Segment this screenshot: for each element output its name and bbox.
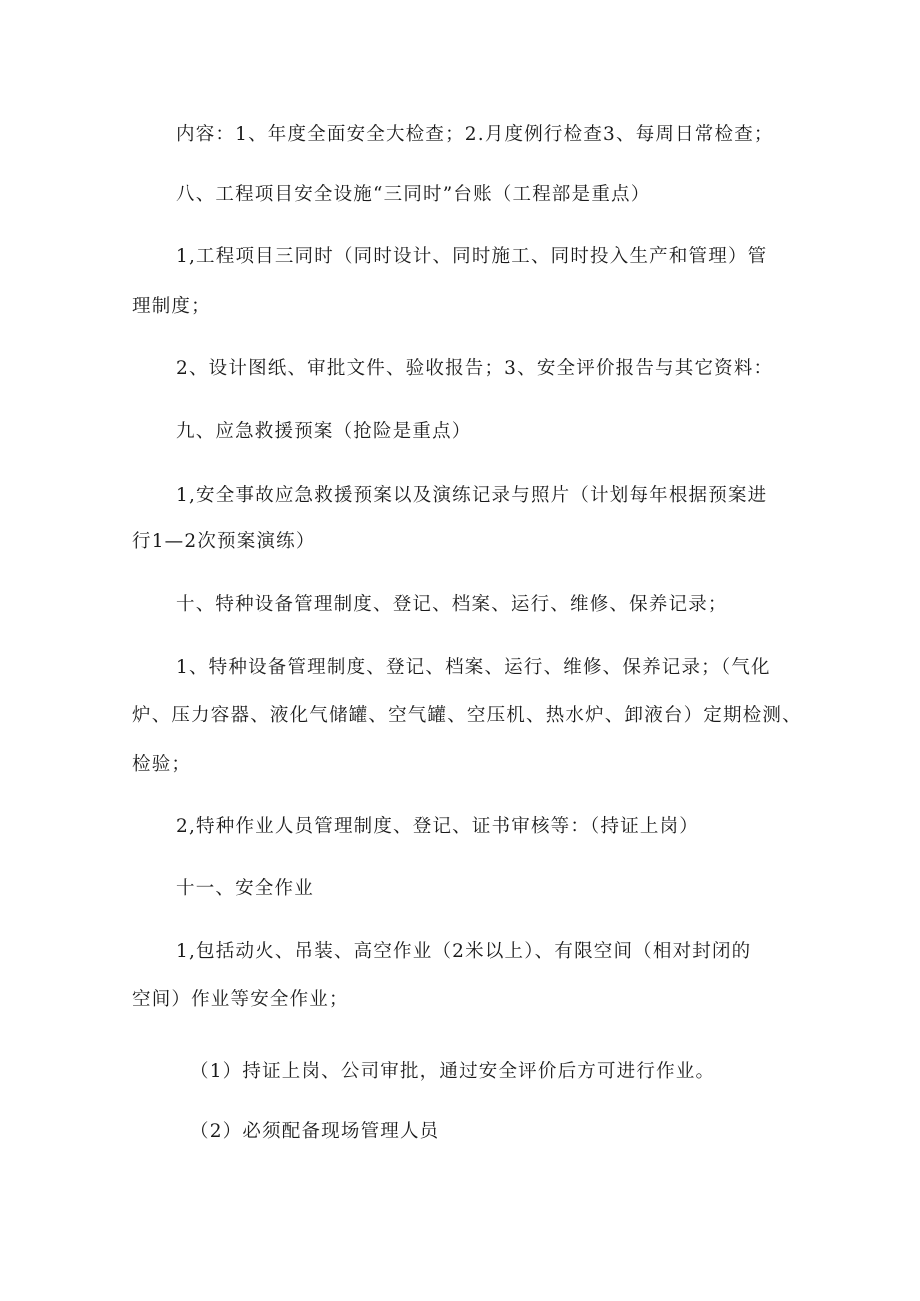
text-line-emergency-plan-cont: 行1—2次预案演练） bbox=[132, 531, 316, 552]
text-line-item-one: （1）持证上岗、公司审批，通过安全评价后方可进行作业。 bbox=[190, 1061, 716, 1082]
text-line-special-equipment: 1、特种设备管理制度、登记、档案、运行、维修、保养记录；（气化 bbox=[176, 657, 771, 678]
text-line-special-equipment-cont: 炉、压力容器、液化气储罐、空气罐、空压机、热水炉、卸液台）定期检测、 bbox=[132, 705, 802, 726]
text-line-safety-operations-cont: 空间）作业等安全作业； bbox=[132, 989, 349, 1010]
heading-section-nine: 九、应急救援预案（抢险是重点） bbox=[176, 421, 472, 442]
text-line-emergency-plan: 1,安全事故应急救援预案以及演练记录与照片（计划每年根据预案进 bbox=[176, 485, 768, 506]
text-line-inspection-content: 内容：1、年度全面安全大检查；2.月度例行检查3、每周日常检查； bbox=[176, 124, 774, 145]
text-line-design-drawings: 2、设计图纸、审批文件、验收报告；3、安全评价报告与其它资料： bbox=[176, 358, 774, 379]
text-line-three-simultaneous-cont: 理制度； bbox=[132, 296, 211, 317]
text-line-special-equipment-cont2: 检验； bbox=[132, 754, 192, 775]
text-line-safety-operations: 1,包括动火、吊装、高空作业（2米以上）、有限空间（相对封闭的 bbox=[176, 941, 752, 962]
text-line-item-two: （2）必须配备现场管理人员 bbox=[190, 1121, 440, 1142]
text-line-special-operators: 2,特种作业人员管理制度、登记、证书审核等：（持证上岗） bbox=[176, 816, 700, 837]
heading-section-eight: 八、工程项目安全设施“三同时”台账（工程部是重点） bbox=[176, 184, 651, 205]
heading-section-ten: 十、特种设备管理制度、登记、档案、运行、维修、保养记录； bbox=[176, 594, 728, 615]
text-line-three-simultaneous: 1,工程项目三同时（同时设计、同时施工、同时投入生产和管理）管 bbox=[176, 246, 768, 267]
heading-section-eleven: 十一、安全作业 bbox=[176, 878, 314, 899]
